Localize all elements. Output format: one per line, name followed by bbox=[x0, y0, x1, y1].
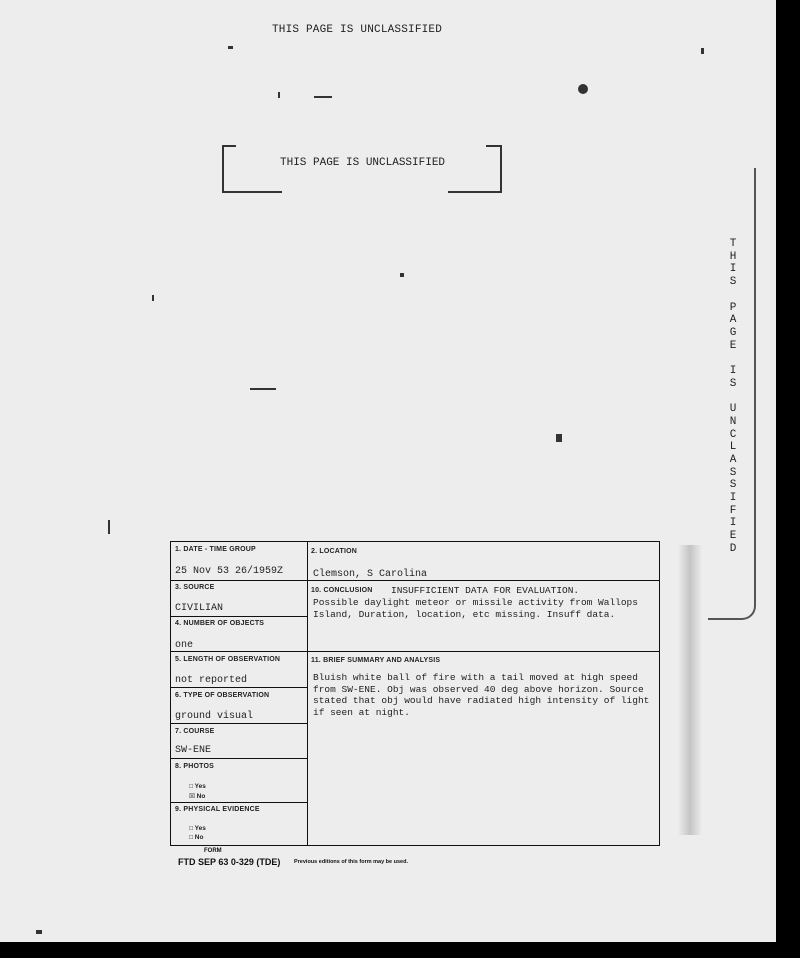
photos-yes-option bbox=[189, 783, 206, 790]
conclusion-text: Possible daylight meteor or missile activity from Wallops Island, Duration, location, etc missing. Insuff data. bbox=[313, 597, 638, 620]
header-classification: THIS PAGE IS UNCLASSIFIED bbox=[272, 24, 443, 36]
source-label: 3. SOURCE bbox=[175, 584, 215, 591]
classification-stamp: THIS PAGE IS UNCLASSIFIED bbox=[280, 157, 446, 169]
source-value: CIVILIAN bbox=[175, 603, 224, 614]
scan-speck bbox=[36, 930, 42, 934]
scan-speck bbox=[228, 46, 233, 49]
form-code: FTD SEP 63 0-329 (TDE) bbox=[178, 857, 281, 867]
photos-yes-label: Yes bbox=[194, 783, 206, 790]
physical-evidence-no-label: No bbox=[194, 834, 204, 841]
physical-evidence-no-option bbox=[189, 834, 203, 841]
photos-label: 8. PHOTOS bbox=[175, 763, 215, 770]
scan-smudge bbox=[678, 545, 702, 835]
summary-label: 11. BRIEF SUMMARY AND ANALYSIS bbox=[311, 657, 441, 664]
physical-evidence-yes-label: Yes bbox=[194, 825, 206, 832]
scan-speck bbox=[314, 96, 332, 98]
scan-speck bbox=[400, 273, 404, 277]
checkbox-icon: □ bbox=[189, 783, 193, 790]
form-edition-note: Previous editions of this form may be used. bbox=[294, 859, 408, 865]
checked-box-icon: ☒ bbox=[189, 793, 195, 800]
length-of-observation-label: 5. LENGTH OF OBSERVATION bbox=[175, 656, 281, 663]
scan-speck bbox=[578, 84, 588, 94]
date-time-group-label: 1. DATE - TIME GROUP bbox=[175, 546, 256, 553]
checkbox-icon: □ bbox=[189, 825, 193, 832]
photos-no-label: No bbox=[196, 793, 206, 800]
number-of-objects-label: 4. NUMBER OF OBJECTS bbox=[175, 620, 265, 627]
physical-evidence-label: 9. PHYSICAL EVIDENCE bbox=[175, 806, 260, 813]
course-value: SW-ENE bbox=[175, 745, 212, 756]
form-word: FORM bbox=[204, 848, 222, 854]
scan-speck bbox=[701, 48, 704, 54]
conclusion-label: 10. CONCLUSION bbox=[311, 587, 373, 594]
course-label: 7. COURSE bbox=[175, 728, 215, 735]
scan-speck bbox=[278, 92, 280, 98]
side-classification-stamp: T H I S P A G E I S U N C L A S S I F I E D bbox=[729, 238, 737, 555]
type-of-observation-label: 6. TYPE OF OBSERVATION bbox=[175, 692, 270, 699]
classification-stamp-frame bbox=[222, 145, 502, 193]
scan-speck bbox=[250, 388, 276, 390]
scan-speck bbox=[556, 434, 562, 442]
summary-text: Bluish white ball of fire with a tail moved at high speed from SW-ENE. Obj was observed 40 deg above horizon. Source stated that obj would have radiated high intensity of light if seen at night. bbox=[313, 672, 650, 718]
project-record-card bbox=[170, 541, 660, 846]
checkbox-icon: □ bbox=[189, 834, 193, 841]
physical-evidence-yes-option bbox=[189, 825, 206, 832]
conclusion-heading: INSUFFICIENT DATA FOR EVALUATION. bbox=[391, 585, 580, 596]
location-label: 2. LOCATION bbox=[311, 548, 358, 555]
type-of-observation-value: ground visual bbox=[175, 711, 254, 722]
scan-speck bbox=[152, 295, 154, 301]
length-of-observation-value: not reported bbox=[175, 675, 248, 686]
number-of-objects-value: one bbox=[175, 640, 194, 651]
scan-speck bbox=[108, 520, 110, 534]
photos-no-option bbox=[189, 792, 205, 800]
date-time-group-value: 25 Nov 53 26/1959Z bbox=[175, 566, 284, 577]
location-value: Clemson, S Carolina bbox=[313, 569, 428, 580]
